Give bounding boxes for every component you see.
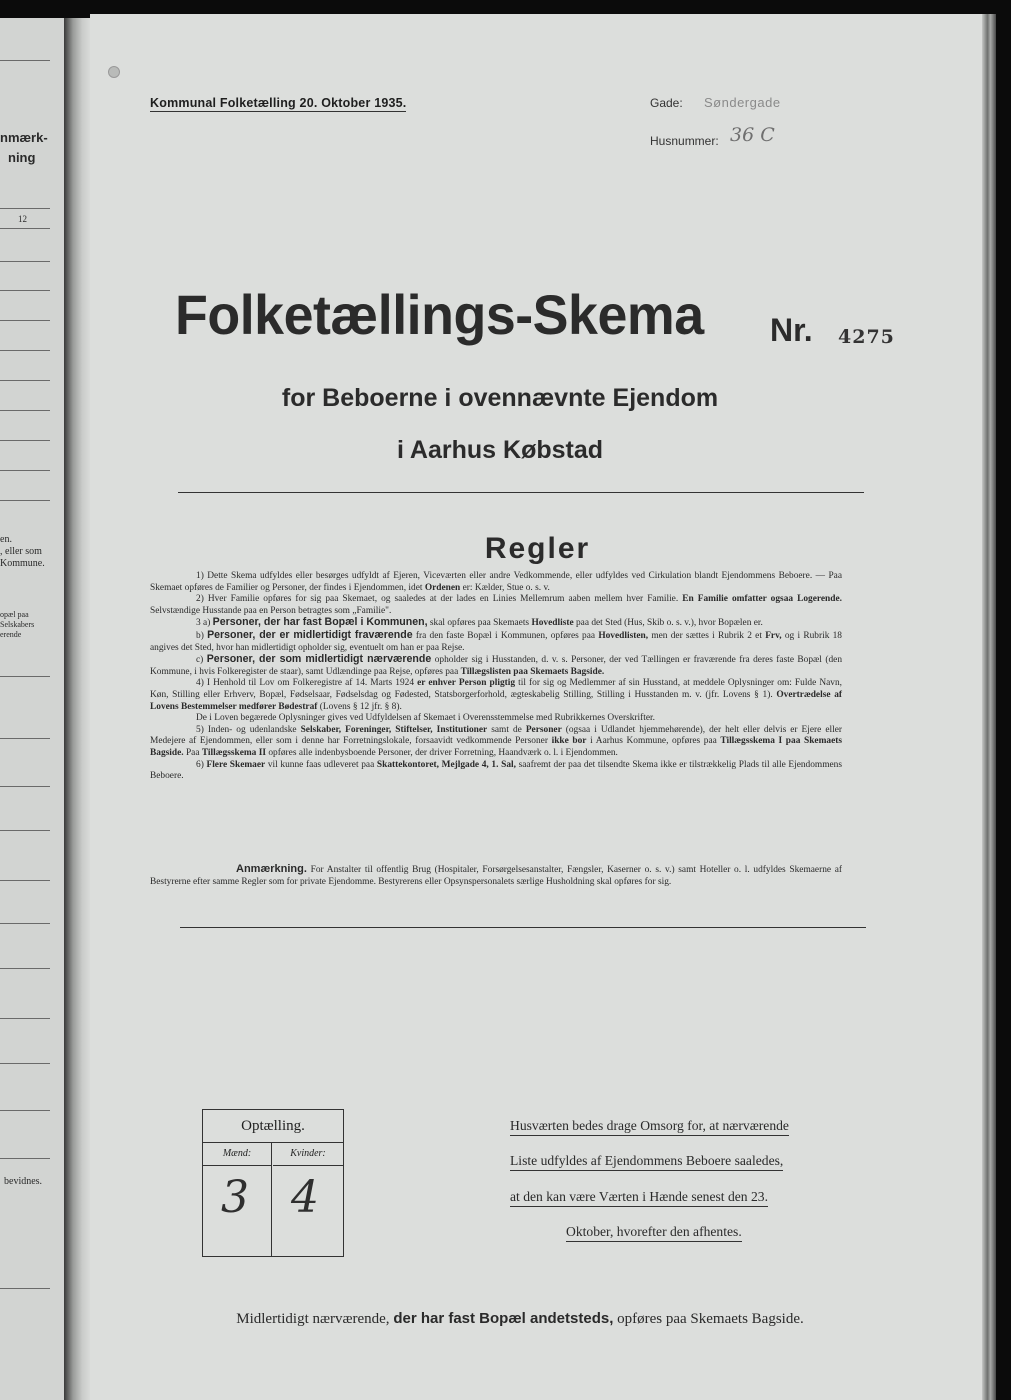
tally-men-label: Mænd: bbox=[203, 1143, 272, 1166]
rule-6: 6) Flere Skemaer vil kunne faas udleveret paa Skattekontoret, Mejlgade 4, 1. Sal, saafremt der paa det tilsendte Skema ikke er tilstrækkelig Plads til alle Ejendommens Beboere. bbox=[150, 759, 843, 782]
tally-men-count: 3 bbox=[221, 1172, 249, 1223]
rule-4-continued: De i Loven begærede Oplysninger gives ved Udfyldelsen af Skemaet i Overensstemmelse med Rubrikkernes Overskrifter. bbox=[196, 713, 655, 724]
left-rule bbox=[0, 786, 50, 787]
left-rule bbox=[0, 1018, 50, 1019]
punch-hole bbox=[108, 66, 120, 78]
left-fragment: bevidnes. bbox=[4, 1176, 43, 1187]
left-fragment: en. bbox=[0, 534, 12, 545]
street-label: Gade: bbox=[650, 96, 683, 110]
left-header-1: nmærk- bbox=[0, 130, 48, 145]
left-rule bbox=[0, 290, 50, 291]
rules-body bbox=[150, 571, 842, 783]
left-rule bbox=[0, 60, 50, 61]
left-rule bbox=[0, 470, 50, 471]
left-rule bbox=[0, 830, 50, 831]
left-fragment: erende bbox=[0, 630, 22, 639]
left-rule bbox=[0, 500, 50, 501]
left-fragment: opæl paa bbox=[0, 610, 29, 619]
left-rule bbox=[0, 968, 50, 969]
rules-heading: Regler bbox=[484, 532, 591, 565]
left-rule bbox=[0, 350, 50, 351]
left-rule bbox=[0, 228, 50, 229]
left-rule bbox=[0, 1063, 50, 1064]
landlord-notice-line-1: Husværten bedes drage Omsorg for, at nærværende bbox=[510, 1118, 789, 1136]
left-rule bbox=[0, 1110, 50, 1111]
left-rule bbox=[0, 440, 50, 441]
rule-5: 5) Inden- og udenlandske Selskaber, Foreninger, Stiftelser, Institutioner samt de Personer (ogsaa i Udlandet hjemmehørende), der helt eller delvis er Ejere eller Medejere af Ejendommen, eller som i denne har Forretningslokale, forsaavidt vedkommende Personer ikke bor i Aarhus Kommune, opføres paa Tillægsskema I paa Skemaets Bagside. Paa Tillægsskema II opføres alle indenbysboende Personer, der driver Forretning, Haandværk o. l. i Ejendommen. bbox=[150, 724, 843, 758]
left-header-2: ning bbox=[8, 150, 36, 165]
left-rule bbox=[0, 380, 50, 381]
remark-label: Anmærkning. bbox=[236, 863, 307, 875]
remark-text: For Anstalter til offentlig Brug (Hospitaler, Forsørgelsesanstalter, Fængsler, Kaserner o. s. v.) samt Hoteller o. l. udfyldes Skemaerne af Bestyrerne efter samme Regler som for private Ejendomme. Bestyrerens eller Opsynspersonalets særlige Husholdning skal opføres for sig. bbox=[150, 865, 843, 887]
left-rule bbox=[0, 1158, 50, 1159]
rule-3a: 3 a) Personer, der har fast Bopæl i Kommunen, skal opføres paa Skemaets Hovedliste paa det Sted (Hus, Skib o. s. v.), hvor Bopælen er. bbox=[196, 616, 763, 629]
page-edge bbox=[982, 14, 996, 1400]
left-rule bbox=[0, 676, 50, 677]
rule-3b: b) Personer, der er midlertidigt fraværende fra den faste Bopæl i Kommunen, opføres paa Hovedlisten, men der sættes i Rubrik 2 et Frv, og i Rubrik 18 angives det Sted, hvor han midlertidigt opholder sig, eventuelt om han er paa Rejse. bbox=[150, 628, 842, 653]
street-value: Søndergade bbox=[704, 95, 781, 110]
remark-paragraph bbox=[150, 864, 842, 888]
left-rule bbox=[0, 880, 50, 881]
house-number-label: Husnummer: bbox=[650, 134, 719, 148]
landlord-notice-line-2: Liste udfyldes af Ejendommens Beboere saaledes, bbox=[510, 1153, 783, 1171]
tally-women-label: Kvinder: bbox=[273, 1143, 343, 1166]
tally-title: Optælling. bbox=[203, 1110, 343, 1143]
census-header: Kommunal Folketælling 20. Oktober 1935. bbox=[150, 96, 407, 110]
rule-1: 1) Dette Skema udfyldes eller besørges udfyldt af Ejeren, Viceværten eller andre Vedkommende, eller udfyldes ved Cirkulation blandt Ejendommens Beboere. — Paa Skemaet opføres de Familier og Personer, der findes i Ejendommen, idet Ordenen er: Kælder, Stue o. s. v. bbox=[150, 571, 842, 593]
form-subtitle-city: i Aarhus Købstad bbox=[396, 436, 604, 464]
form-number-value: 4275 bbox=[838, 326, 895, 348]
left-rule bbox=[0, 261, 50, 262]
divider bbox=[178, 492, 864, 493]
book-spine bbox=[64, 18, 90, 1400]
left-rule bbox=[0, 410, 50, 411]
rule-4: 4) I Henhold til Lov om Folkeregistre af 14. Marts 1924 er enhver Person pligtig til for sig og Medlemmer af sin Husstand, at meddele Oplysninger om: Fulde Navn, Køn, Stilling eller Erhverv, Bopæl, Fødselsaar, Fødselsdag og Fødested, Statsborgerforhold, ægteskabelig Stilling, Stilling i Husstanden m. v. (jfr. Lovens § 1). Overtrædelse af Lovens Bestemmelser medfører Bødestraf (Lovens § 12 jfr. § 8). bbox=[150, 678, 843, 712]
left-fragment: Selskabers bbox=[0, 620, 35, 629]
landlord-notice-line-4: Oktober, hvorefter den afhentes. bbox=[566, 1224, 742, 1242]
divider bbox=[180, 927, 866, 928]
left-rule bbox=[0, 320, 50, 321]
footer-note: Midlertidigt nærværende, der har fast Bopæl andetsteds, opføres paa Skemaets Bagside. bbox=[236, 1310, 804, 1327]
left-fragment: , eller som bbox=[0, 546, 42, 557]
tally-women-count: 4 bbox=[291, 1172, 319, 1223]
rule-2: 2) Hver Familie opføres for sig paa Skemaet, og saaledes at der lades en Linies Mellemrum aaben mellem hver Familie. En Familie omfatter ogsaa Logerende. Selvstændige Husstande paa en Person betragtes som „Familie". bbox=[150, 594, 842, 616]
left-rule bbox=[0, 1288, 50, 1289]
form-title: Folketællings-Skema bbox=[175, 283, 704, 346]
rule-3c: c) Personer, der som midlertidigt nærværende opholder sig i Husstanden, d. v. s. Personer, der ved Tællingen er fraværende fra deres faste Bopæl (den Kommune, i hvis Folkeregister de staar), samt Udlændinge paa Rejse, opføres paa Tillægslisten paa Skemaets Bagside. bbox=[150, 653, 843, 677]
house-number-value: 36 C bbox=[730, 124, 775, 146]
form-subtitle: for Beboerne i ovennævnte Ejendom bbox=[281, 384, 719, 412]
census-form-page bbox=[90, 14, 982, 1400]
left-rule bbox=[0, 923, 50, 924]
landlord-notice-line-3: at den kan være Værten i Hænde senest den 23. bbox=[510, 1189, 768, 1207]
left-rule bbox=[0, 738, 50, 739]
tally-box bbox=[202, 1109, 344, 1257]
tally-column-divider bbox=[271, 1165, 272, 1256]
left-facing-page bbox=[0, 18, 64, 1400]
left-fragment: Kommune. bbox=[0, 558, 45, 569]
left-rule bbox=[0, 208, 50, 209]
left-column-number: 12 bbox=[18, 214, 27, 224]
form-number-label: Nr. bbox=[770, 312, 813, 348]
